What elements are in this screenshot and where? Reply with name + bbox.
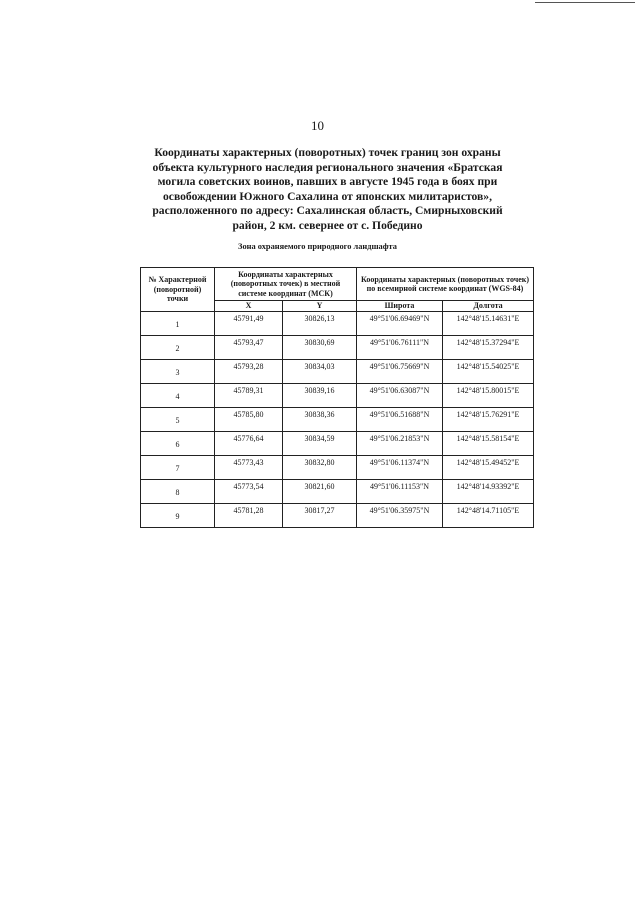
point-number-cell: 7 xyxy=(141,455,215,479)
header-y: Y xyxy=(283,301,357,312)
table-body xyxy=(141,311,534,527)
x-cell: 45773,54 xyxy=(215,479,283,503)
page-number: 10 xyxy=(311,118,324,133)
table-row xyxy=(141,431,534,455)
longitude-cell: 142°48'15.49452"E xyxy=(443,455,534,479)
y-cell: 30817,27 xyxy=(283,503,357,527)
y-cell: 30830,69 xyxy=(283,335,357,359)
latitude-cell: 49°51'06.76111"N xyxy=(357,335,443,359)
table-row xyxy=(141,335,534,359)
point-number-cell: 1 xyxy=(141,311,215,335)
document-title xyxy=(130,146,525,234)
table-row xyxy=(141,383,534,407)
x-cell: 45785,80 xyxy=(215,407,283,431)
header-wgs-coordinates: Координаты характерных (поворотных точек) по всемирной системе координат (WGS-84) xyxy=(357,268,534,301)
point-number-cell: 2 xyxy=(141,335,215,359)
table-row xyxy=(141,407,534,431)
longitude-cell: 142°48'15.54025"E xyxy=(443,359,534,383)
longitude-cell: 142°48'15.37294"E xyxy=(443,335,534,359)
latitude-cell: 49°51'06.35975"N xyxy=(357,503,443,527)
x-cell: 45793,47 xyxy=(215,335,283,359)
latitude-cell: 49°51'06.51688"N xyxy=(357,407,443,431)
longitude-cell: 142°48'15.58154"E xyxy=(443,431,534,455)
y-cell: 30826,13 xyxy=(283,311,357,335)
title-line: район, 2 км. севернее от с. Победино xyxy=(232,218,423,232)
longitude-cell: 142°48'14.93392"E xyxy=(443,479,534,503)
point-number-cell: 8 xyxy=(141,479,215,503)
latitude-cell: 49°51'06.11374"N xyxy=(357,455,443,479)
x-cell: 45791,49 xyxy=(215,311,283,335)
y-cell: 30821,60 xyxy=(283,479,357,503)
y-cell: 30834,03 xyxy=(283,359,357,383)
title-line: объекта культурного наследия регионального значения «Братская xyxy=(152,160,503,174)
header-x: X xyxy=(215,301,283,312)
latitude-cell: 49°51'06.69469"N xyxy=(357,311,443,335)
point-number-cell: 3 xyxy=(141,359,215,383)
header-latitude: Широта xyxy=(357,301,443,312)
point-number-cell: 4 xyxy=(141,383,215,407)
table-row xyxy=(141,503,534,527)
table-row xyxy=(141,359,534,383)
title-line: освобождении Южного Сахалина от японских милитаристов», xyxy=(163,189,492,203)
latitude-cell: 49°51'06.63087"N xyxy=(357,383,443,407)
header-msk-coordinates: Координаты характерных (поворотных точек) в местной системе координат (МСК) xyxy=(215,268,357,301)
y-cell: 30838,36 xyxy=(283,407,357,431)
longitude-cell: 142°48'14.71105"E xyxy=(443,503,534,527)
y-cell: 30839,16 xyxy=(283,383,357,407)
zone-subtitle: Зона охраняемого природного ландшафта xyxy=(238,242,397,251)
longitude-cell: 142°48'15.76291"E xyxy=(443,407,534,431)
title-line: Координаты характерных (поворотных) точек границ зон охраны xyxy=(154,146,501,159)
table-row xyxy=(141,455,534,479)
x-cell: 45776,64 xyxy=(215,431,283,455)
y-cell: 30834,59 xyxy=(283,431,357,455)
table-row xyxy=(141,311,534,335)
x-cell: 45789,31 xyxy=(215,383,283,407)
title-line: могила советских воинов, павших в августе 1945 года в боях при xyxy=(157,175,498,189)
point-number-cell: 5 xyxy=(141,407,215,431)
header-point-number: № Характерной (поворотной) точки xyxy=(141,268,215,312)
longitude-cell: 142°48'15.14631"E xyxy=(443,311,534,335)
table-row xyxy=(141,479,534,503)
x-cell: 45773,43 xyxy=(215,455,283,479)
y-cell: 30832,80 xyxy=(283,455,357,479)
title-line: расположенного по адресу: Сахалинская область, Смирныховский xyxy=(152,204,503,218)
latitude-cell: 49°51'06.75669"N xyxy=(357,359,443,383)
point-number-cell: 6 xyxy=(141,431,215,455)
coordinates-table xyxy=(140,267,534,528)
x-cell: 45793,28 xyxy=(215,359,283,383)
latitude-cell: 49°51'06.11153"N xyxy=(357,479,443,503)
point-number-cell: 9 xyxy=(141,503,215,527)
longitude-cell: 142°48'15.80015"E xyxy=(443,383,534,407)
latitude-cell: 49°51'06.21853"N xyxy=(357,431,443,455)
scan-edge-line xyxy=(535,2,635,3)
header-longitude: Долгота xyxy=(443,301,534,312)
x-cell: 45781,28 xyxy=(215,503,283,527)
